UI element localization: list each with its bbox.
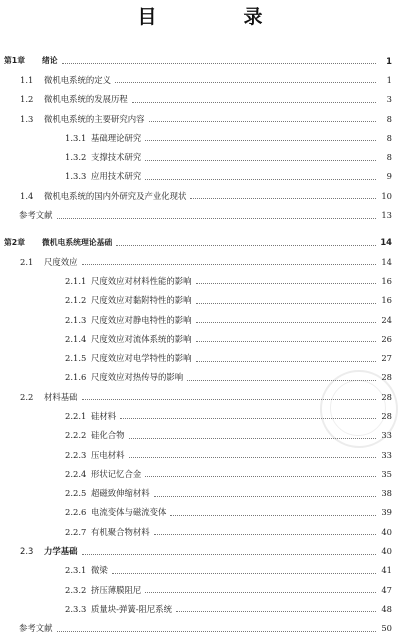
toc-entry bbox=[0, 291, 400, 310]
toc-entry-page: 8 bbox=[386, 113, 392, 124]
toc-entry-page: 47 bbox=[381, 584, 392, 595]
toc-entry-number: 2.2.2 bbox=[65, 430, 87, 441]
toc-entry-title: 参考文献 bbox=[19, 623, 53, 634]
toc-entry bbox=[0, 541, 400, 560]
toc-entry-number: 1.3.3 bbox=[65, 171, 87, 182]
toc-entry-number: 1.3.2 bbox=[65, 152, 87, 163]
toc-entry-title: 形状记忆合金 bbox=[91, 468, 142, 479]
toc-entry-title: 尺度效应对电学特性的影响 bbox=[91, 353, 192, 364]
toc-entry bbox=[0, 445, 400, 464]
toc-entry-number: 2.2.5 bbox=[65, 488, 87, 499]
toc-entry-number: 2.3 bbox=[20, 546, 34, 557]
leader-dots bbox=[170, 515, 376, 516]
toc-references-entry bbox=[0, 619, 400, 638]
toc-entry-title: 尺度效应对黏附特性的影响 bbox=[91, 295, 192, 306]
toc-entry-number: 2.1.2 bbox=[65, 295, 87, 306]
leader-dots bbox=[132, 102, 376, 103]
toc-entry-page: 48 bbox=[381, 603, 392, 614]
toc-entry-number: 2.1 bbox=[20, 256, 34, 267]
toc-entry-page: 14 bbox=[381, 256, 392, 267]
leader-dots bbox=[176, 611, 376, 612]
leader-dots bbox=[145, 160, 376, 161]
toc-entry-page: 38 bbox=[381, 488, 392, 499]
toc-entry-page: 10 bbox=[381, 190, 392, 201]
leader-dots bbox=[196, 341, 377, 342]
toc-entry-page: 27 bbox=[381, 353, 392, 364]
toc-entry-page: 8 bbox=[386, 152, 392, 163]
toc-entry-number: 2.2 bbox=[20, 391, 34, 402]
leader-dots bbox=[190, 198, 376, 199]
toc-entry bbox=[0, 252, 400, 271]
toc-entry-title: 参考文献 bbox=[19, 210, 53, 221]
toc-entry bbox=[0, 167, 400, 186]
leader-dots bbox=[116, 245, 376, 246]
toc-entry-number: 2.1.6 bbox=[65, 372, 87, 383]
toc-chapter-entry bbox=[0, 233, 400, 252]
leader-dots bbox=[82, 264, 377, 265]
toc-entry-title: 超磁致伸缩材料 bbox=[91, 488, 150, 499]
toc-references-entry bbox=[0, 205, 400, 224]
table-of-contents bbox=[0, 51, 400, 638]
toc-entry-title: 材料基础 bbox=[44, 391, 78, 402]
toc-entry bbox=[0, 186, 400, 205]
toc-entry-page: 14 bbox=[380, 237, 392, 248]
toc-entry-number: 第2章 bbox=[4, 237, 26, 247]
toc-entry-title: 绪论 bbox=[42, 56, 58, 66]
toc-entry-title: 质量块-弹簧-阻尼系统 bbox=[91, 603, 173, 614]
toc-entry-title: 微机电系统理论基础 bbox=[42, 237, 113, 247]
toc-entry-page: 16 bbox=[381, 275, 392, 286]
toc-entry-number: 2.2.4 bbox=[65, 468, 87, 479]
toc-entry-page: 9 bbox=[386, 171, 392, 182]
toc-entry-title: 挤压薄膜阻尼 bbox=[91, 584, 142, 595]
toc-entry bbox=[0, 522, 400, 541]
toc-entry-page: 24 bbox=[381, 314, 392, 325]
toc-entry bbox=[0, 147, 400, 166]
leader-dots bbox=[145, 140, 376, 141]
leader-dots bbox=[145, 179, 376, 180]
toc-entry bbox=[0, 561, 400, 580]
toc-entry-number: 2.1.1 bbox=[65, 275, 87, 286]
toc-entry-title: 基础理论研究 bbox=[91, 132, 142, 143]
leader-dots bbox=[154, 534, 376, 535]
toc-entry-number: 2.2.6 bbox=[65, 507, 87, 518]
toc-entry-number: 1.2 bbox=[20, 94, 34, 105]
leader-dots bbox=[196, 303, 377, 304]
library-watermark-stamp bbox=[320, 370, 398, 448]
toc-entry-title: 微机电系统的国内外研究及产业化现状 bbox=[44, 190, 187, 201]
toc-entry-page: 28 bbox=[381, 372, 392, 383]
toc-entry bbox=[0, 580, 400, 599]
toc-entry-page: 33 bbox=[381, 449, 392, 460]
toc-entry-number: 2.1.5 bbox=[65, 353, 87, 364]
toc-entry-page: 39 bbox=[381, 507, 392, 518]
toc-entry-title: 微机电系统的定义 bbox=[44, 74, 111, 85]
toc-entry bbox=[0, 348, 400, 367]
toc-entry-page: 8 bbox=[386, 132, 392, 143]
toc-entry-number: 2.3.1 bbox=[65, 565, 87, 576]
toc-entry-title: 尺度效应 bbox=[44, 256, 78, 267]
page-title: 目 录 bbox=[137, 6, 297, 28]
toc-entry-number: 1.3 bbox=[20, 113, 34, 124]
toc-entry-page: 35 bbox=[381, 468, 392, 479]
toc-entry-title: 尺度效应对流体系统的影响 bbox=[91, 333, 192, 344]
toc-entry-page: 40 bbox=[381, 526, 392, 537]
toc-entry-title: 硅化合物 bbox=[91, 430, 125, 441]
toc-entry-page: 1 bbox=[386, 55, 392, 66]
toc-entry bbox=[0, 464, 400, 483]
leader-dots bbox=[57, 218, 377, 219]
toc-entry-page: 40 bbox=[381, 546, 392, 557]
toc-entry-title: 支撑技术研究 bbox=[91, 152, 142, 163]
toc-entry-page: 28 bbox=[381, 410, 392, 421]
toc-entry-page: 13 bbox=[381, 210, 392, 221]
leader-dots bbox=[145, 592, 376, 593]
toc-entry-number: 2.2.1 bbox=[65, 410, 87, 421]
leader-dots bbox=[112, 573, 376, 574]
leader-dots bbox=[196, 283, 377, 284]
toc-entry bbox=[0, 329, 400, 348]
toc-entry-title: 硅材料 bbox=[91, 410, 117, 421]
toc-entry-title: 尺度效应对热传导的影响 bbox=[91, 372, 184, 383]
toc-entry bbox=[0, 484, 400, 503]
leader-dots bbox=[196, 322, 377, 323]
toc-entry-number: 2.2.7 bbox=[65, 526, 87, 537]
toc-entry bbox=[0, 70, 400, 89]
toc-entry-number: 2.2.3 bbox=[65, 449, 87, 460]
toc-entry-title: 电流变体与磁流变体 bbox=[91, 507, 167, 518]
toc-entry-page: 3 bbox=[386, 94, 392, 105]
toc-entry-title: 微机电系统的发展历程 bbox=[44, 94, 128, 105]
toc-entry-page: 41 bbox=[381, 565, 392, 576]
toc-entry-number: 1.4 bbox=[20, 190, 34, 201]
leader-dots bbox=[196, 361, 377, 362]
toc-entry-title: 有机聚合物材料 bbox=[91, 526, 150, 537]
toc-entry-title: 压电材料 bbox=[91, 449, 125, 460]
toc-entry bbox=[0, 109, 400, 128]
leader-dots bbox=[82, 554, 377, 555]
toc-entry bbox=[0, 90, 400, 109]
toc-chapter-entry bbox=[0, 51, 400, 70]
leader-dots bbox=[115, 82, 376, 83]
toc-entry-title: 应用技术研究 bbox=[91, 171, 142, 182]
toc-entry-page: 50 bbox=[381, 623, 392, 634]
toc-entry-page: 16 bbox=[381, 295, 392, 306]
toc-entry-page: 1 bbox=[386, 74, 392, 85]
toc-entry bbox=[0, 599, 400, 618]
toc-entry-page: 28 bbox=[381, 391, 392, 402]
leader-dots bbox=[57, 631, 377, 632]
toc-entry-number: 2.3.3 bbox=[65, 603, 87, 614]
toc-entry-number: 第1章 bbox=[4, 56, 26, 66]
toc-entry-title: 微机电系统的主要研究内容 bbox=[44, 113, 145, 124]
toc-entry-page: 26 bbox=[381, 333, 392, 344]
leader-dots bbox=[129, 457, 377, 458]
toc-entry-title: 尺度效应对静电特性的影响 bbox=[91, 314, 192, 325]
toc-entry bbox=[0, 503, 400, 522]
toc-entry bbox=[0, 271, 400, 290]
toc-entry-number: 2.1.3 bbox=[65, 314, 87, 325]
leader-dots bbox=[145, 476, 376, 477]
toc-entry-title: 尺度效应对材料性能的影响 bbox=[91, 275, 192, 286]
toc-entry-number: 2.3.2 bbox=[65, 584, 87, 595]
toc-entry-title: 力学基础 bbox=[44, 546, 78, 557]
leader-dots bbox=[154, 496, 376, 497]
toc-entry-number: 1.1 bbox=[20, 74, 34, 85]
toc-entry-page: 33 bbox=[381, 430, 392, 441]
leader-dots bbox=[62, 63, 376, 64]
toc-entry-number: 2.1.4 bbox=[65, 333, 87, 344]
toc-entry-title: 微梁 bbox=[91, 565, 108, 576]
toc-entry bbox=[0, 128, 400, 147]
toc-entry bbox=[0, 310, 400, 329]
toc-entry-number: 1.3.1 bbox=[65, 132, 87, 143]
leader-dots bbox=[149, 121, 377, 122]
